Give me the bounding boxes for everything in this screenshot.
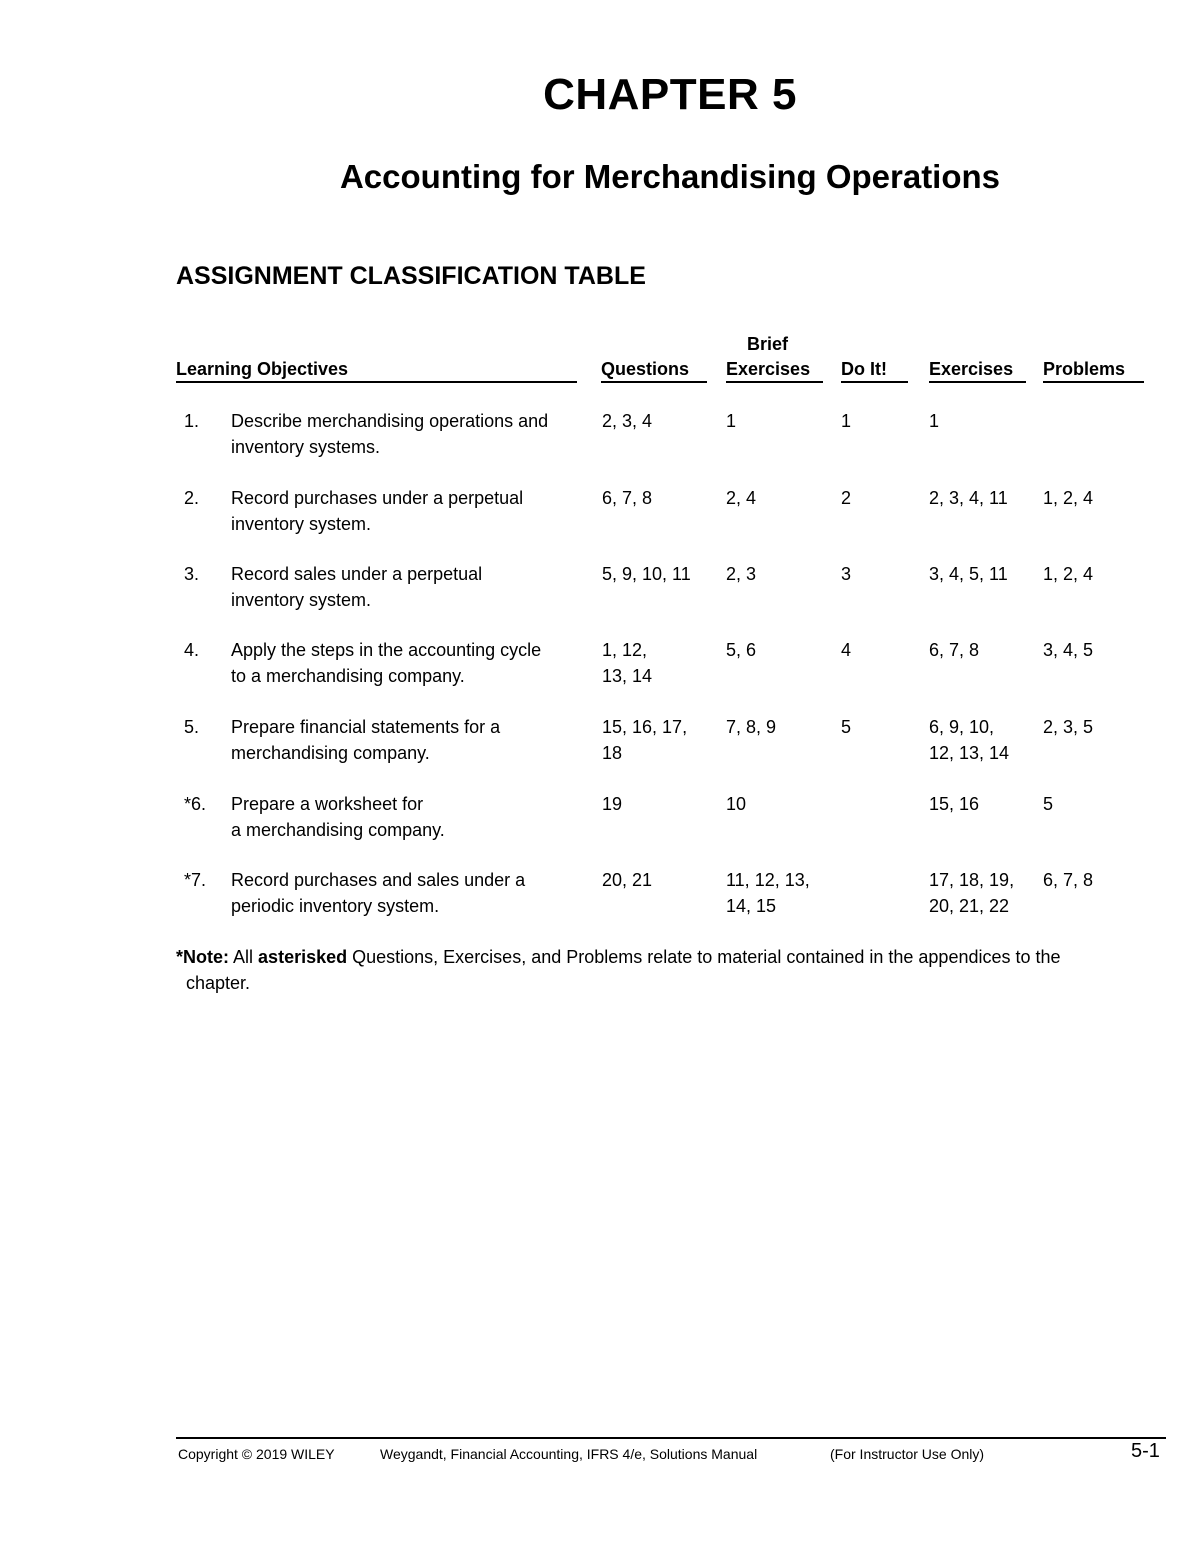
row-do-it: 3 bbox=[841, 564, 852, 584]
row-questions: 5, 9, 10, 11 bbox=[602, 564, 691, 584]
row-exercises: 6, 9, 10, 12, 13, 14 bbox=[929, 717, 1010, 763]
page-number: 5-1 bbox=[1131, 1440, 1160, 1462]
row-exercises: 1 bbox=[929, 411, 940, 431]
row-brief-exercises: 11, 12, 13, 14, 15 bbox=[726, 870, 810, 916]
footer-rule bbox=[176, 1437, 1166, 1439]
header-questions: Questions bbox=[601, 357, 707, 383]
row-exercises: 2, 3, 4, 11 bbox=[929, 488, 1008, 508]
row-objective: Describe merchandising operations and inventory systems. bbox=[231, 411, 549, 457]
row-objective: Prepare a worksheet for a merchandising company. bbox=[231, 794, 445, 840]
header-do-it: Do It! bbox=[841, 357, 908, 383]
row-exercises: 17, 18, 19, 20, 21, 22 bbox=[929, 870, 1015, 916]
row-questions: 19 bbox=[602, 794, 623, 814]
note-lead: All bbox=[233, 947, 254, 967]
header-brief-exercises: Exercises bbox=[726, 357, 823, 383]
row-objective: Apply the steps in the accounting cycle to a merchandising company. bbox=[231, 640, 542, 686]
row-questions: 6, 7, 8 bbox=[602, 488, 653, 508]
row-number: 1. bbox=[184, 411, 200, 431]
note-bold-word: asterisked bbox=[258, 947, 348, 967]
chapter-subtitle: Accounting for Merchandising Operations bbox=[339, 158, 1001, 195]
row-do-it: 2 bbox=[841, 488, 852, 508]
row-problems: 1, 2, 4 bbox=[1043, 488, 1094, 508]
row-do-it: 1 bbox=[841, 411, 852, 431]
row-number: *6. bbox=[184, 794, 207, 814]
footer-usage: (For Instructor Use Only) bbox=[830, 1446, 985, 1462]
row-problems: 6, 7, 8 bbox=[1043, 870, 1094, 890]
note-label: *Note: bbox=[176, 947, 229, 967]
asterisk-note bbox=[176, 944, 1164, 996]
row-objective: Record purchases and sales under a periodic inventory system. bbox=[231, 870, 526, 916]
note-text: Questions, Exercises, and Problems relate to material contained in the appendices to the bbox=[352, 947, 1061, 967]
header-brief-top: Brief bbox=[747, 334, 789, 354]
row-problems: 3, 4, 5 bbox=[1043, 640, 1094, 660]
row-brief-exercises: 1 bbox=[726, 411, 737, 431]
row-brief-exercises: 5, 6 bbox=[726, 640, 757, 660]
row-objective: Prepare financial statements for a merchandising company. bbox=[231, 717, 501, 763]
row-problems: 5 bbox=[1043, 794, 1054, 814]
footer-copyright: Copyright © 2019 WILEY bbox=[178, 1446, 335, 1462]
row-do-it: 4 bbox=[841, 640, 852, 660]
header-learning-objectives: Learning Objectives bbox=[176, 357, 577, 383]
note-continuation: chapter. bbox=[186, 973, 251, 993]
table-title: ASSIGNMENT CLASSIFICATION TABLE bbox=[176, 262, 646, 290]
row-questions: 2, 3, 4 bbox=[602, 411, 653, 431]
row-questions: 15, 16, 17, 18 bbox=[602, 717, 688, 763]
row-number: 2. bbox=[184, 488, 200, 508]
row-objective: Record purchases under a perpetual inventory system. bbox=[231, 488, 524, 534]
row-exercises: 15, 16 bbox=[929, 794, 980, 814]
row-number: 5. bbox=[184, 717, 200, 737]
row-brief-exercises: 7, 8, 9 bbox=[726, 717, 777, 737]
row-number: *7. bbox=[184, 870, 207, 890]
chapter-title: CHAPTER 5 bbox=[543, 70, 797, 119]
header-problems: Problems bbox=[1043, 357, 1144, 383]
row-number: 3. bbox=[184, 564, 200, 584]
row-number: 4. bbox=[184, 640, 200, 660]
row-problems: 1, 2, 4 bbox=[1043, 564, 1094, 584]
row-questions: 1, 12, 13, 14 bbox=[602, 640, 653, 686]
row-do-it: 5 bbox=[841, 717, 852, 737]
header-exercises: Exercises bbox=[929, 357, 1026, 383]
row-exercises: 6, 7, 8 bbox=[929, 640, 980, 660]
row-exercises: 3, 4, 5, 11 bbox=[929, 564, 1008, 584]
row-brief-exercises: 2, 3 bbox=[726, 564, 757, 584]
row-problems: 2, 3, 5 bbox=[1043, 717, 1094, 737]
footer-source: Weygandt, Financial Accounting, IFRS 4/e, Solutions Manual bbox=[380, 1446, 758, 1462]
row-objective: Record sales under a perpetual inventory system. bbox=[231, 564, 483, 610]
row-brief-exercises: 2, 4 bbox=[726, 488, 757, 508]
row-questions: 20, 21 bbox=[602, 870, 653, 890]
row-brief-exercises: 10 bbox=[726, 794, 747, 814]
